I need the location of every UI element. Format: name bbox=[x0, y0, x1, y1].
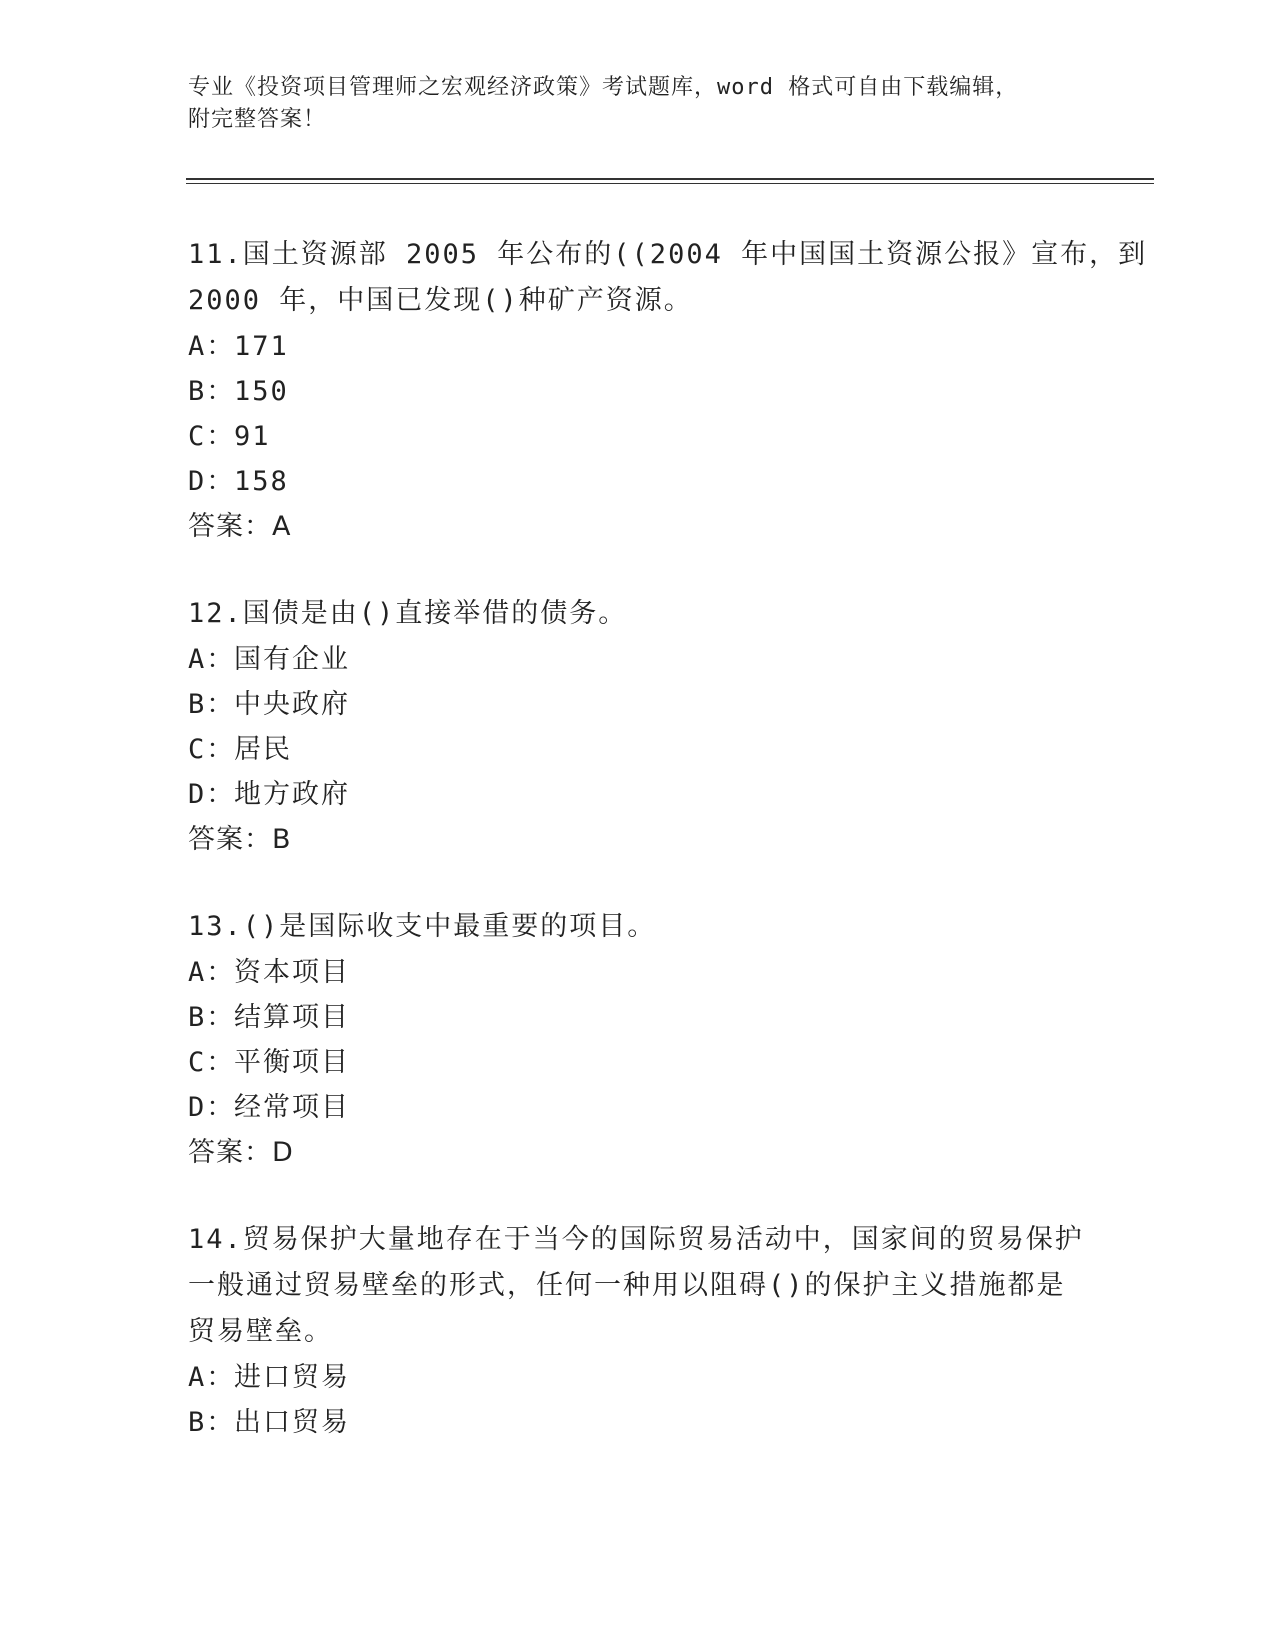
option-text: 地方政府 bbox=[234, 779, 350, 810]
option-a bbox=[188, 324, 1088, 369]
option-b bbox=[188, 1400, 1088, 1445]
option-text: 居民 bbox=[234, 734, 292, 765]
stem-line: 2000 年，中国已发现()种矿产资源。 bbox=[188, 285, 693, 316]
header-line: 专业《投资项目管理师之宏观经济政策》考试题库，word 格式可自由下载编辑， bbox=[188, 75, 1019, 100]
question-stem bbox=[188, 1217, 1088, 1355]
option-text: 150 bbox=[234, 376, 289, 407]
option-text: 平衡项目 bbox=[234, 1047, 350, 1078]
option-key: B： bbox=[188, 689, 236, 720]
stem-line: 一般通过贸易壁垒的形式，任何一种用以阻碍()的保护主义措施都是 bbox=[188, 1270, 1066, 1301]
option-c bbox=[188, 414, 1088, 459]
question-list bbox=[188, 232, 1148, 1487]
option-b bbox=[188, 369, 1088, 414]
stem-line: 贸易壁垒。 bbox=[188, 1316, 333, 1347]
option-key: D： bbox=[188, 779, 236, 810]
option-text: 中央政府 bbox=[234, 689, 350, 720]
option-a bbox=[188, 1355, 1088, 1400]
option-key: A： bbox=[188, 331, 236, 362]
option-text: 91 bbox=[234, 421, 271, 452]
option-key: A： bbox=[188, 957, 236, 988]
question-stem bbox=[188, 904, 1088, 950]
option-key: A： bbox=[188, 644, 236, 675]
answer-line: 答案：B bbox=[188, 824, 292, 855]
option-b bbox=[188, 682, 1088, 727]
stem-line: 14.贸易保护大量地存在于当今的国际贸易活动中，国家间的贸易保护 bbox=[188, 1224, 1084, 1255]
option-a bbox=[188, 950, 1088, 995]
question-stem bbox=[188, 591, 1088, 637]
stem-line: 13.()是国际收支中最重要的项目。 bbox=[188, 911, 657, 942]
option-key: A： bbox=[188, 1362, 236, 1393]
option-d bbox=[188, 459, 1088, 504]
question-13 bbox=[188, 904, 1088, 1175]
option-b bbox=[188, 995, 1088, 1040]
option-text: 国有企业 bbox=[234, 644, 350, 675]
question-14 bbox=[188, 1217, 1088, 1445]
stem-line: 11.国土资源部 2005 年公布的((2004 年中国国土资源公报》宣布，到 bbox=[188, 239, 1148, 270]
option-key: B： bbox=[188, 1002, 236, 1033]
option-key: D： bbox=[188, 1092, 236, 1123]
option-key: B： bbox=[188, 376, 236, 407]
document-header bbox=[188, 72, 1088, 136]
option-text: 171 bbox=[234, 331, 289, 362]
option-d bbox=[188, 1085, 1088, 1130]
option-text: 158 bbox=[234, 466, 289, 497]
option-key: D： bbox=[188, 466, 236, 497]
answer-line: 答案：D bbox=[188, 1137, 294, 1168]
header-line: 附完整答案！ bbox=[188, 107, 327, 132]
option-text: 出口贸易 bbox=[234, 1407, 350, 1438]
option-text: 进口贸易 bbox=[234, 1362, 350, 1393]
question-11 bbox=[188, 232, 1148, 549]
option-key: C： bbox=[188, 1047, 236, 1078]
option-key: B： bbox=[188, 1407, 236, 1438]
option-a bbox=[188, 637, 1088, 682]
option-key: C： bbox=[188, 421, 236, 452]
option-text: 经常项目 bbox=[234, 1092, 350, 1123]
option-c bbox=[188, 727, 1088, 772]
stem-line: 12.国债是由()直接举借的债务。 bbox=[188, 598, 628, 629]
question-12 bbox=[188, 591, 1088, 862]
option-text: 资本项目 bbox=[234, 957, 350, 988]
header-divider-thin bbox=[186, 183, 1154, 184]
header-divider-thick bbox=[186, 178, 1154, 180]
answer-line: 答案：A bbox=[188, 511, 292, 542]
question-stem bbox=[188, 232, 1148, 324]
option-d bbox=[188, 772, 1088, 817]
option-c bbox=[188, 1040, 1088, 1085]
option-key: C： bbox=[188, 734, 236, 765]
option-text: 结算项目 bbox=[234, 1002, 350, 1033]
